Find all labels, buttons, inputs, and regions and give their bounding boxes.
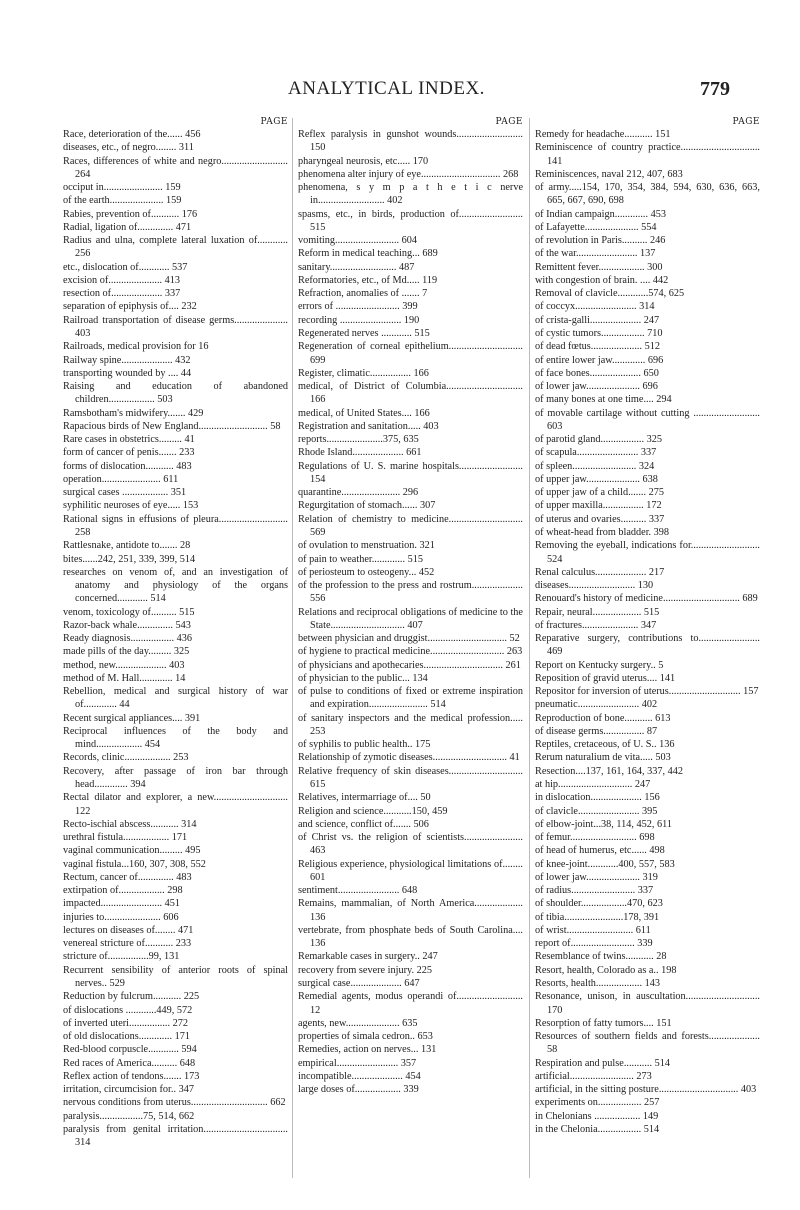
index-entry: Reduction by fulcrum........... 225 xyxy=(63,991,200,1003)
index-entry: surgical case.................... 647 xyxy=(298,978,420,989)
index-entry: vomiting......................... 604 xyxy=(298,235,418,247)
index-entry: report of......................... 339 xyxy=(535,938,653,950)
index-entry: Regurgitation of stomach...... 307 xyxy=(298,500,436,512)
index-entry: pneumatic........................ 402 xyxy=(535,699,658,711)
index-entry: method of M. Hall............. 14 xyxy=(63,672,186,684)
index-entry: vertebrate, from phosphate beds of South Carolina.... 136 xyxy=(298,924,523,950)
index-entry: in the Chelonia................. 514 xyxy=(535,1123,660,1135)
index-entry: Reflex paralysis in gunshot wounds.......................... 150 xyxy=(298,129,523,154)
index-entry: of knee-joint............400, 557, 583 xyxy=(535,858,675,870)
index-entry: of parotid gland................. 325 xyxy=(535,434,662,446)
index-entry: of the earth..................... 159 xyxy=(63,195,182,207)
index-entry: of coccyx........................ 314 xyxy=(535,301,655,313)
index-entry: Reptiles, cretaceous, of U. S.. 136 xyxy=(535,739,675,751)
index-entry: of radius......................... 337 xyxy=(535,885,654,897)
index-entry: Rectal dilator and explorer, a new............................. 122 xyxy=(63,792,288,817)
column-head: PAGE xyxy=(260,117,288,127)
index-entry: of shoulder..................470, 623 xyxy=(535,898,663,910)
index-entry: Rebellion, medical and surgical history of war of............. 44 xyxy=(63,686,288,711)
index-entry: Remarkable cases in surgery.. 247 xyxy=(298,951,438,963)
index-entry: Rattlesnake, antidote to....... 28 xyxy=(63,540,191,552)
index-entry: excision of..................... 413 xyxy=(63,274,181,286)
index-entry: of pain to weather............. 515 xyxy=(298,553,423,565)
index-entry: extirpation of.................. 298 xyxy=(63,885,183,897)
index-entry: Razor-back whale.............. 543 xyxy=(63,619,191,631)
index-entry: phenomena alter injury of eye............................... 268 xyxy=(298,168,519,180)
index-entry: Relative frequency of skin diseases............................. 615 xyxy=(298,765,523,791)
index-entry: sanitary.......................... 487 xyxy=(298,261,415,273)
index-entry: of hygiene to practical medicine............................. 263 xyxy=(298,646,523,658)
index-entry: Repositor for inversion of uterus............................ 157 xyxy=(535,686,759,698)
index-entry: of spleen......................... 324 xyxy=(535,460,655,472)
index-entry: of Indian campaign............. 453 xyxy=(535,208,666,220)
index-entry: Relatives, intermarriage of.... 50 xyxy=(298,792,431,804)
column-head: PAGE xyxy=(495,117,523,127)
index-entry: surgical cases .................. 351 xyxy=(63,487,187,499)
index-entry: of lower jaw..................... 319 xyxy=(535,871,658,883)
index-column-3 xyxy=(535,116,760,1136)
index-entry: Relations and reciprocal obligations of medicine to the State............................. 407 xyxy=(298,606,523,631)
index-entry: of the profession to the press and rostrum.................... 556 xyxy=(298,580,523,605)
index-entry: Ready diagnosis................. 436 xyxy=(63,633,192,645)
index-entry: Renouard's history of medicine.............................. 689 xyxy=(535,593,758,605)
index-entry: reports......................375, 635 xyxy=(298,434,419,446)
index-entry: urethral fistula.................. 171 xyxy=(63,832,188,844)
index-entry: recovery from severe injury. 225 xyxy=(298,964,432,976)
index-entry: with congestion of brain. .... 442 xyxy=(535,274,669,286)
index-entry: of ovulation to menstruation. 321 xyxy=(298,540,435,552)
index-entry: of elbow-joint...38, 114, 452, 611 xyxy=(535,818,673,830)
index-entry: experiments on................. 257 xyxy=(535,1097,660,1109)
index-entry: Recovery, after passage of iron bar through head............. 394 xyxy=(63,765,288,791)
column-head: PAGE xyxy=(732,117,760,127)
index-entry: Regeneration of corneal epithelium............................. 699 xyxy=(298,341,523,366)
index-entry: Rare cases in obstetrics......... 41 xyxy=(63,434,195,446)
index-entry: Records, clinic.................. 253 xyxy=(63,752,189,764)
index-entry: Railroad transportation of disease germs..................... 403 xyxy=(63,314,288,339)
index-entry: medical, of United States.... 166 xyxy=(298,407,430,419)
index-entry: of head of humerus, etc...... 498 xyxy=(535,845,665,857)
index-entry: Religious experience, physiological limitations of........ 601 xyxy=(298,858,523,883)
index-entry: Reminiscence of country practice............................... 141 xyxy=(535,142,760,167)
index-entry: Religion and science...........150, 459 xyxy=(298,805,448,817)
index-entry: empirical........................ 357 xyxy=(298,1057,417,1069)
index-entry: agents, new..................... 635 xyxy=(298,1017,418,1029)
index-entry: Register, climatic................ 166 xyxy=(298,367,429,379)
index-entry: medical, of District of Columbia.............................. 166 xyxy=(298,381,523,406)
index-entry: Remedy for headache........... 151 xyxy=(535,129,671,140)
index-entry: Resonance, unison, in auscultation............................. 170 xyxy=(535,991,760,1016)
index-entry: Raising and education of abandoned children.................. 503 xyxy=(63,381,288,406)
index-entry: recording ........................ 190 xyxy=(298,314,420,326)
index-entry: Regenerated nerves ............ 515 xyxy=(298,327,430,339)
index-entry: Ramsbotham's midwifery....... 429 xyxy=(63,407,204,419)
index-entry: of Lafayette..................... 554 xyxy=(535,221,657,233)
index-entry: Relation of chemistry to medicine............................. 569 xyxy=(298,513,523,538)
index-entry: Recto-ischial abscess........... 314 xyxy=(63,818,197,830)
index-entry: vaginal fistula...160, 307, 308, 552 xyxy=(63,858,206,870)
index-entry: form of cancer of penis....... 233 xyxy=(63,447,195,459)
index-entry: Repair, neural................... 515 xyxy=(535,606,660,618)
index-entry: Remains, mammalian, of North America................... 136 xyxy=(298,898,523,923)
index-entry: syphilitic neuroses of eye..... 153 xyxy=(63,500,199,512)
index-entry: of periosteum to osteogeny... 452 xyxy=(298,566,435,578)
index-entry: Remedies, action on nerves... 131 xyxy=(298,1044,437,1056)
index-entry: Relationship of zymotic diseases............................. 41 xyxy=(298,752,520,764)
index-entry: forms of dislocation........... 483 xyxy=(63,460,192,472)
index-entry: Radial, ligation of.............. 471 xyxy=(63,221,192,233)
index-entry: Remedial agents, modus operandi of.......................... 12 xyxy=(298,991,523,1016)
index-entry: etc., dislocation of............ 537 xyxy=(63,261,188,273)
index-entry: of clavicle........................ 395 xyxy=(535,805,658,817)
index-entry: resection of.................... 337 xyxy=(63,288,181,300)
index-entry: Rapacious birds of New England........................... 58 xyxy=(63,420,281,432)
index-entry: phenomena, s y m p a t h e t i c nerve in.......................... 402 xyxy=(298,182,523,207)
index-entry: Rational signs in effusions of pleura........................... 258 xyxy=(63,513,288,538)
index-entry: of sanitary inspectors and the medical profession..... 253 xyxy=(298,712,523,737)
index-entry: of old dislocations............. 171 xyxy=(63,1031,190,1043)
index-entry: Resection....137, 161, 164, 337, 442 xyxy=(535,765,684,777)
index-entry: impacted........................ 451 xyxy=(63,898,181,910)
index-entry: Rerum naturalium de vita..... 503 xyxy=(535,752,671,764)
index-entry: Race, deterioration of the...... 456 xyxy=(63,129,201,140)
index-entry: of upper jaw..................... 638 xyxy=(535,473,658,485)
page-header xyxy=(0,78,800,108)
index-entry: vaginal communication......... 495 xyxy=(63,845,201,857)
index-entry: diseases.......................... 130 xyxy=(535,580,654,592)
index-entry: Resemblance of twins........... 28 xyxy=(535,951,667,963)
index-entry: of upper maxilla................ 172 xyxy=(535,500,662,512)
index-entry: properties of simala cedron.. 653 xyxy=(298,1031,433,1043)
index-entry: Reformatories, etc., of Md..... 119 xyxy=(298,274,438,286)
index-entry: of fractures...................... 347 xyxy=(535,619,657,631)
index-entry: separation of epiphysis of.... 232 xyxy=(63,301,197,313)
index-entry: of physician to the public... 134 xyxy=(298,672,428,684)
index-entry: incompatible.................... 454 xyxy=(298,1070,421,1082)
index-entry: Resorts, health.................. 143 xyxy=(535,978,660,989)
index-entry: of inverted uteri................ 272 xyxy=(63,1017,188,1029)
index-entry: Registration and sanitation..... 403 xyxy=(298,420,439,432)
index-entry: of pulse to conditions of fixed or extreme inspiration and expiration....................... 514 xyxy=(298,686,523,711)
index-entry: of Christ vs. the religion of scientists....................... 463 xyxy=(298,832,523,857)
index-entry: Refraction, anomalies of ....... 7 xyxy=(298,288,428,300)
index-entry: of femur.......................... 698 xyxy=(535,832,655,844)
index-entry: Regulations of U. S. marine hospitals......................... 154 xyxy=(298,460,523,485)
index-entry: and science, conflict of....... 506 xyxy=(298,818,429,830)
index-entry: Railroads, medical provision for 16 xyxy=(63,341,209,353)
page-number: 779 xyxy=(700,78,730,100)
index-entry: quarantine....................... 296 xyxy=(298,487,419,499)
index-entry: artificial, in the sitting posture............................... 403 xyxy=(535,1084,757,1096)
index-entry: of army.....154, 170, 354, 384, 594, 630, 636, 663, 665, 667, 690, 698 xyxy=(535,182,760,207)
index-entry: Rhode Island.................... 661 xyxy=(298,447,422,459)
index-entry: in Chelonians .................. 149 xyxy=(535,1110,659,1122)
index-entry: of physicians and apothecaries............................... 261 xyxy=(298,659,521,671)
index-entry: Reparative surgery, contributions to........................ 469 xyxy=(535,633,760,658)
index-entry: of movable cartilage without cutting .......................... 603 xyxy=(535,407,760,432)
column-rule xyxy=(529,118,530,1178)
index-entry: Respiration and pulse........... 514 xyxy=(535,1057,670,1069)
index-entry: Reminiscences, naval 212, 407, 683 xyxy=(535,168,683,180)
index-entry: at hip............................. 247 xyxy=(535,779,651,791)
index-entry: venom, toxicology of.......... 515 xyxy=(63,606,195,618)
index-entry: Renal calculus.................... 217 xyxy=(535,566,665,578)
index-entry: of disease germs................ 87 xyxy=(535,725,658,737)
index-entry: lectures on diseases of........ 471 xyxy=(63,924,194,936)
index-entry: irritation, circumcision for.. 347 xyxy=(63,1084,194,1096)
index-entry: of the war........................ 137 xyxy=(535,248,656,260)
index-entry: Reposition of gravid uterus.... 141 xyxy=(535,672,676,684)
index-entry: diseases, etc., of negro........ 311 xyxy=(63,142,194,154)
index-entry: of scapula........................ 337 xyxy=(535,447,657,459)
index-entry: Reflex action of tendons....... 173 xyxy=(63,1070,200,1082)
index-entry: Recurrent sensibility of anterior roots of spinal nerves.. 529 xyxy=(63,964,288,989)
index-entry: Resources of southern fields and forests.................... 58 xyxy=(535,1031,760,1056)
index-entry: operation....................... 611 xyxy=(63,473,179,485)
index-entry: sentiment........................ 648 xyxy=(298,885,418,897)
index-entry: injuries to...................... 606 xyxy=(63,911,179,923)
index-entry: Red races of America.......... 648 xyxy=(63,1057,196,1069)
index-column-2 xyxy=(298,116,523,1096)
index-entry: transporting wounded by .... 44 xyxy=(63,367,192,379)
index-entry: Rabies, prevention of........... 176 xyxy=(63,208,198,220)
index-entry: Recent surgical appliances.... 391 xyxy=(63,712,201,724)
index-entry: of uterus and ovaries.......... 337 xyxy=(535,513,665,525)
index-entry: Remittent fever.................. 300 xyxy=(535,261,663,273)
index-entry: Rectum, cancer of.............. 483 xyxy=(63,871,192,883)
index-entry: occiput in....................... 159 xyxy=(63,182,181,194)
index-entry: artificial......................... 273 xyxy=(535,1070,652,1082)
index-entry: Resort, health, Colorado as a.. 198 xyxy=(535,964,677,976)
index-entry: of revolution in Paris.......... 246 xyxy=(535,235,666,247)
index-entry: Reproduction of bone........... 613 xyxy=(535,712,671,724)
index-entry: made pills of the day......... 325 xyxy=(63,646,190,658)
index-entry: Red-blood corpuscle............ 594 xyxy=(63,1044,197,1056)
index-entry: in dislocation.................... 156 xyxy=(535,792,660,804)
index-entry: researches on venom of, and an investigation of anatomy and physiology of the organs concerned............ 514 xyxy=(63,566,288,605)
index-entry: Races, differences of white and negro.......................... 264 xyxy=(63,155,288,180)
index-column-1 xyxy=(63,116,288,1149)
index-entry: Reform in medical teaching... 689 xyxy=(298,248,438,260)
index-entry: of entire lower jaw............. 696 xyxy=(535,354,664,366)
index-entry: of wrist.......................... 611 xyxy=(535,924,651,936)
index-entry: method, new.................... 403 xyxy=(63,659,185,671)
index-entry: of upper jaw of a child....... 275 xyxy=(535,487,664,499)
index-entry: of many bones at one time.... 294 xyxy=(535,394,672,406)
index-entry: spasms, etc., in birds, production of......................... 515 xyxy=(298,208,523,233)
index-entry: of cystic tumors................. 710 xyxy=(535,327,663,339)
index-entry: of crista-galli.................... 247 xyxy=(535,314,660,326)
index-entry: Removal of clavicle............574, 625 xyxy=(535,288,685,300)
index-entry: large doses of.................. 339 xyxy=(298,1084,419,1096)
index-entry: Railway spine.................... 432 xyxy=(63,354,191,366)
index-entry: Removing the eyeball, indications for........................... 524 xyxy=(535,540,760,565)
index-entry: venereal stricture of........... 233 xyxy=(63,938,192,950)
index-entry: of tibia.......................178, 391 xyxy=(535,911,660,923)
index-entry: errors of ......................... 399 xyxy=(298,301,418,313)
index-entry: pharyngeal neurosis, etc..... 170 xyxy=(298,155,429,167)
running-title: ANALYTICAL INDEX. xyxy=(288,78,485,99)
index-entry: of wheat-head from bladder. 398 xyxy=(535,526,670,538)
index-entry: of lower jaw..................... 696 xyxy=(535,381,658,393)
index-entry: stricture of................99, 131 xyxy=(63,951,180,963)
index-entry: Reciprocal influences of the body and mind.................. 454 xyxy=(63,725,288,751)
index-entry: bites......242, 251, 339, 399, 514 xyxy=(63,553,196,565)
index-entry: paralysis from genital irritation................................. 314 xyxy=(63,1123,288,1149)
index-entry: of syphilis to public health.. 175 xyxy=(298,739,431,751)
index-entry: paralysis.................75, 514, 662 xyxy=(63,1110,195,1122)
column-rule xyxy=(292,118,293,1178)
index-entry: Resorption of fatty tumors.... 151 xyxy=(535,1017,672,1029)
index-entry: of dislocations ............449, 572 xyxy=(63,1004,193,1016)
index-entry: of dead fœtus.................... 512 xyxy=(535,341,660,353)
index-entry: Radius and ulna, complete lateral luxation of............ 256 xyxy=(63,235,288,260)
index-entry: between physician and druggist............................... 52 xyxy=(298,633,520,645)
index-entry: of face bones.................... 650 xyxy=(535,367,659,379)
index-entry: nervous conditions from uterus.............................. 662 xyxy=(63,1097,286,1109)
index-entry: Report on Kentucky surgery.. 5 xyxy=(535,659,664,671)
